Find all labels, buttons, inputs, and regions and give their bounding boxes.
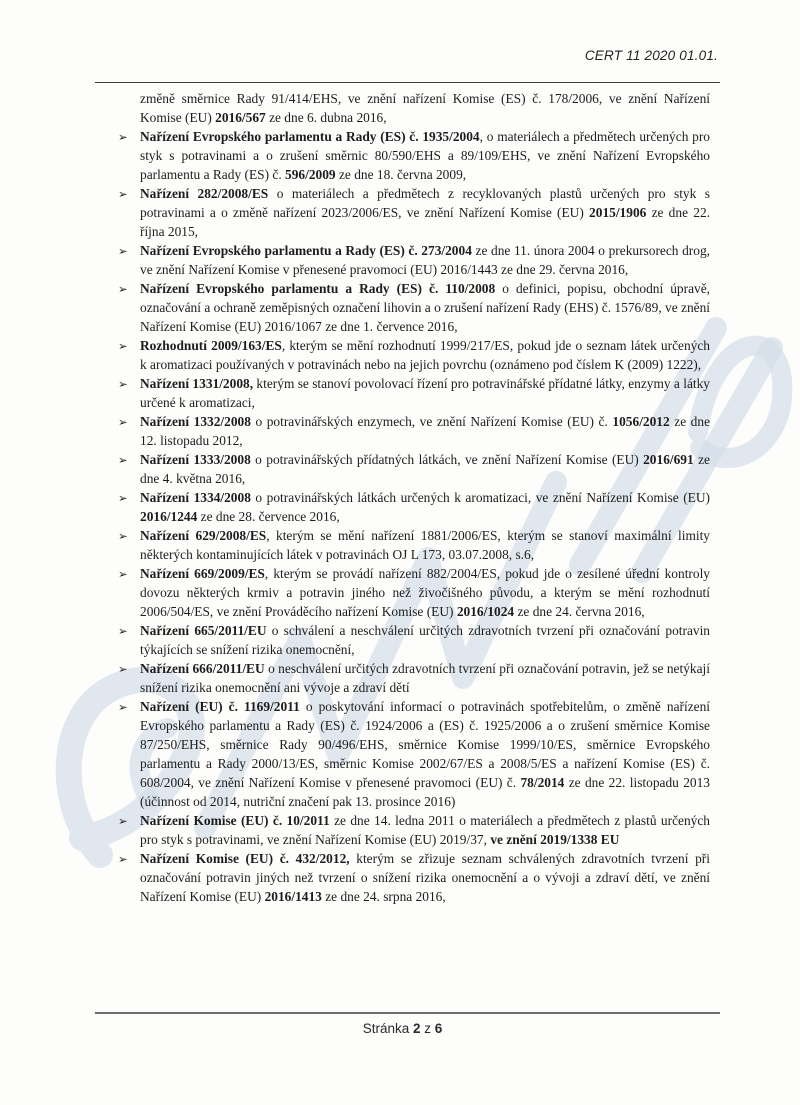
- item-text: [140, 659, 710, 697]
- arrow-bullet-icon: ➢: [118, 491, 128, 505]
- text-segment: 596/2009: [285, 167, 336, 182]
- text-segment: Nařízení 282/2008/ES: [140, 186, 269, 201]
- item-text: [140, 336, 710, 374]
- arrow-bullet-icon: ➢: [118, 814, 128, 828]
- text-segment: o schválení a neschválení určitých zdravotních tvrzení při označování potravin týkajících se snížení rizika onemocnění,: [140, 623, 710, 657]
- text-segment: o potravinářských přídatných látkách, ve znění Nařízení Komise (EU): [250, 452, 644, 467]
- list-item: [118, 127, 710, 184]
- text-segment: Nařízení 1333/2008: [140, 452, 251, 467]
- item-text: [140, 564, 710, 621]
- item-text: [140, 697, 710, 811]
- text-segment: 1056/2012: [612, 414, 670, 429]
- list-item: [118, 241, 710, 279]
- text-segment: Nařízení Evropského parlamentu a Rady (ES) č. 110/2008: [140, 281, 496, 296]
- text-segment: Nařízení 1334/2008: [140, 490, 251, 505]
- text-segment: Nařízení 1332/2008: [140, 414, 251, 429]
- text-segment: 2016/1244: [140, 509, 198, 524]
- text-segment: 2016/1024: [456, 604, 515, 619]
- text-segment: , o materiálech a předmětech určených pro styk s potravinami a o zrušení směrnic 80/590/EHS a 89/109/EHS, ve znění Nařízení Evropského parlamentu a Rady (ES) č.: [140, 129, 710, 182]
- text-segment: ze dne 12. listopadu 2012,: [140, 414, 711, 448]
- text-segment: 2016/567: [215, 110, 266, 125]
- text-segment: Nařízení Komise (EU) č. 10/2011: [140, 813, 330, 828]
- list-item: [118, 849, 710, 906]
- text-segment: kterým se stanoví povolovací řízení pro potravinářské přídatné látky, enzymy a látky určené k aromatizaci,: [140, 376, 710, 410]
- list-item: [118, 89, 710, 127]
- text-segment: Nařízení Evropského parlamentu a Rady (ES) č. 273/2004: [140, 243, 472, 258]
- list-item: [118, 336, 710, 374]
- text-segment: kterým se zřizuje seznam schválených zdravotních tvrzení při označování potravin jiných než tvrzení o snížení rizika onemocnění a o vývoji a zdraví dětí, ve znění Nařízení Komise (EU): [140, 851, 710, 904]
- list-item: [118, 450, 710, 488]
- text-segment: ze dne 24. srpna 2016,: [321, 889, 446, 904]
- text-segment: , kterým se mění rozhodnutí 1999/217/ES, pokud jde o seznam látek určených k aromatizaci používaných v potravinách nebo na jejich povrchu (oznámeno pod číslem K (2009) 1222),: [140, 338, 711, 372]
- text-segment: změně směrnice Rady 91/414/EHS, ve znění nařízení Komise (ES) č. 178/2006, ve znění Nařízení Komise (EU): [140, 91, 710, 125]
- item-text: [140, 412, 710, 450]
- item-text: [140, 621, 710, 659]
- arrow-bullet-icon: ➢: [118, 130, 128, 144]
- regulation-list: [118, 89, 710, 906]
- header-rule: [95, 82, 720, 83]
- text-segment: ze dne 22. listopadu 2013 (účinnost od 2014, nutriční značení pak 13. prosince 2016): [140, 775, 710, 809]
- list-item: [118, 811, 710, 849]
- arrow-bullet-icon: ➢: [118, 187, 128, 201]
- item-text: [140, 488, 710, 526]
- text-segment: ze dne 24. června 2016,: [514, 604, 645, 619]
- arrow-bullet-icon: ➢: [118, 282, 128, 296]
- list-item: [118, 659, 710, 697]
- item-text: [140, 279, 710, 336]
- text-segment: ze dne 14. ledna 2011 o materiálech a předmětech z plastů určených pro styk s potravinami, ve znění Nařízení Komise (EU) 2019/37,: [140, 813, 710, 847]
- text-segment: Nařízení 666/2011/EU: [140, 661, 265, 676]
- text-segment: 2: [412, 1021, 421, 1036]
- item-text: [140, 89, 710, 127]
- list-item: [118, 184, 710, 241]
- text-segment: o definici, popisu, obchodní úpravě, označování a ochraně zeměpisných označení lihovin a o zrušení nařízení Rady (EHS) č. 1576/89, ve znění Nařízení Komise (EU) 2016/1067 ze dne 1. července 2016,: [140, 281, 711, 334]
- arrow-bullet-icon: ➢: [118, 567, 128, 581]
- text-segment: 6: [434, 1021, 443, 1036]
- text-segment: Rozhodnutí 2009/163/ES: [140, 338, 282, 353]
- text-segment: ze dne 6. dubna 2016,: [265, 110, 387, 125]
- text-segment: ze dne 22. října 2015,: [140, 205, 710, 239]
- list-item: [118, 526, 710, 564]
- text-segment: ze dne 11. února 2004 o prekursorech drog, ve znění Nařízení Komise v přenesené pravomoci (EU) 2016/1443 ze dne 29. června 2016,: [140, 243, 710, 277]
- text-segment: Nařízení 669/2009/ES: [140, 566, 265, 581]
- item-text: [140, 849, 710, 906]
- text-segment: ve znění 2019/1338 EU: [490, 832, 620, 847]
- list-item: [118, 412, 710, 450]
- item-text: [140, 127, 710, 184]
- item-text: [140, 184, 710, 241]
- text-segment: ze dne 4. května 2016,: [140, 452, 710, 486]
- text-segment: 2016/691: [643, 452, 694, 467]
- item-text: [140, 526, 710, 564]
- text-segment: o materiálech a předmětech z recyklovaných plastů určených pro styk s potravinami a o změně nařízení 2023/2006/ES, ve znění Nařízení Komise (EU): [140, 186, 710, 220]
- text-segment: Stránka: [362, 1021, 413, 1036]
- item-text: [140, 450, 710, 488]
- item-text: [140, 374, 710, 412]
- text-segment: o potravinářských enzymech, ve znění Nařízení Komise (EU) č.: [250, 414, 613, 429]
- footer-rule: [95, 1012, 720, 1014]
- list-item: [118, 374, 710, 412]
- text-segment: o potravinářských látkách určených k aromatizaci, ve znění Nařízení Komise (EU): [250, 490, 710, 505]
- list-item: [118, 697, 710, 811]
- arrow-bullet-icon: ➢: [118, 244, 128, 258]
- arrow-bullet-icon: ➢: [118, 662, 128, 676]
- page-number-text: [95, 1021, 710, 1036]
- text-segment: 78/2014: [520, 775, 565, 790]
- arrow-bullet-icon: ➢: [118, 339, 128, 353]
- text-segment: , kterým se provádí nařízení 882/2004/ES, pokud jde o zesílené úřední kontroly dovozu některých krmiv a potravin jiného než živočišného původu, a kterým se mění rozhodnutí 2006/504/ES, ve znění Prováděcího nařízení Komise (EU): [140, 566, 710, 619]
- arrow-bullet-icon: ➢: [118, 624, 128, 638]
- arrow-bullet-icon: ➢: [118, 415, 128, 429]
- text-segment: Nařízení 665/2011/EU: [140, 623, 267, 638]
- text-segment: Nařízení Evropského parlamentu a Rady (ES) č. 1935/2004: [140, 129, 480, 144]
- item-text: [140, 811, 710, 849]
- text-segment: , kterým se mění nařízení 1881/2006/ES, kterým se stanoví maximální limity některých kontaminujících látek v potravinách OJ L 173, 03.07.2008, s.6,: [140, 528, 710, 562]
- list-item: [118, 279, 710, 336]
- list-item: [118, 621, 710, 659]
- text-segment: Nařízení Komise (EU) č. 432/2012,: [140, 851, 350, 866]
- arrow-bullet-icon: ➢: [118, 852, 128, 866]
- arrow-bullet-icon: ➢: [118, 453, 128, 467]
- text-segment: o neschválení určitých zdravotních tvrzení při označování potravin, jež se netýkají snížení rizika onemocnění ani vývoje a zdraví dětí: [140, 661, 710, 695]
- text-segment: 2016/1413: [264, 889, 322, 904]
- arrow-bullet-icon: ➢: [118, 700, 128, 714]
- document-code: CERT 11 2020 01.01.: [584, 48, 718, 63]
- arrow-bullet-icon: ➢: [118, 377, 128, 391]
- text-segment: ze dne 18. června 2009,: [335, 167, 467, 182]
- text-segment: o poskytování informací o potravinách spotřebitelům, o změně nařízení Evropského parlamentu a Rady (ES) č. 1924/2006 a (ES) č. 1925/2006 a o zrušení směrnice Komise 87/250/EHS, směrnice Rady 90/496/EHS, směrnice Komise 1999/10/ES, směrnice Evropského parlamentu a Rady 2000/13/ES, směrnic Komise 2002/67/ES a 2008/5/ES a nařízení Komise (ES) č. 608/2004, ve znění Nařízení Komise v přenesené pravomoci (EU) č.: [140, 699, 710, 790]
- text-segment: Nařízení (EU) č. 1169/2011: [140, 699, 300, 714]
- arrow-bullet-icon: ➢: [118, 529, 128, 543]
- text-segment: z: [420, 1021, 435, 1036]
- list-item: [118, 564, 710, 621]
- list-item: [118, 488, 710, 526]
- item-text: [140, 241, 710, 279]
- text-segment: Nařízení 629/2008/ES: [140, 528, 267, 543]
- text-segment: ze dne 28. července 2016,: [197, 509, 340, 524]
- text-segment: 2015/1906: [589, 205, 647, 220]
- text-segment: Nařízení 1331/2008,: [140, 376, 254, 391]
